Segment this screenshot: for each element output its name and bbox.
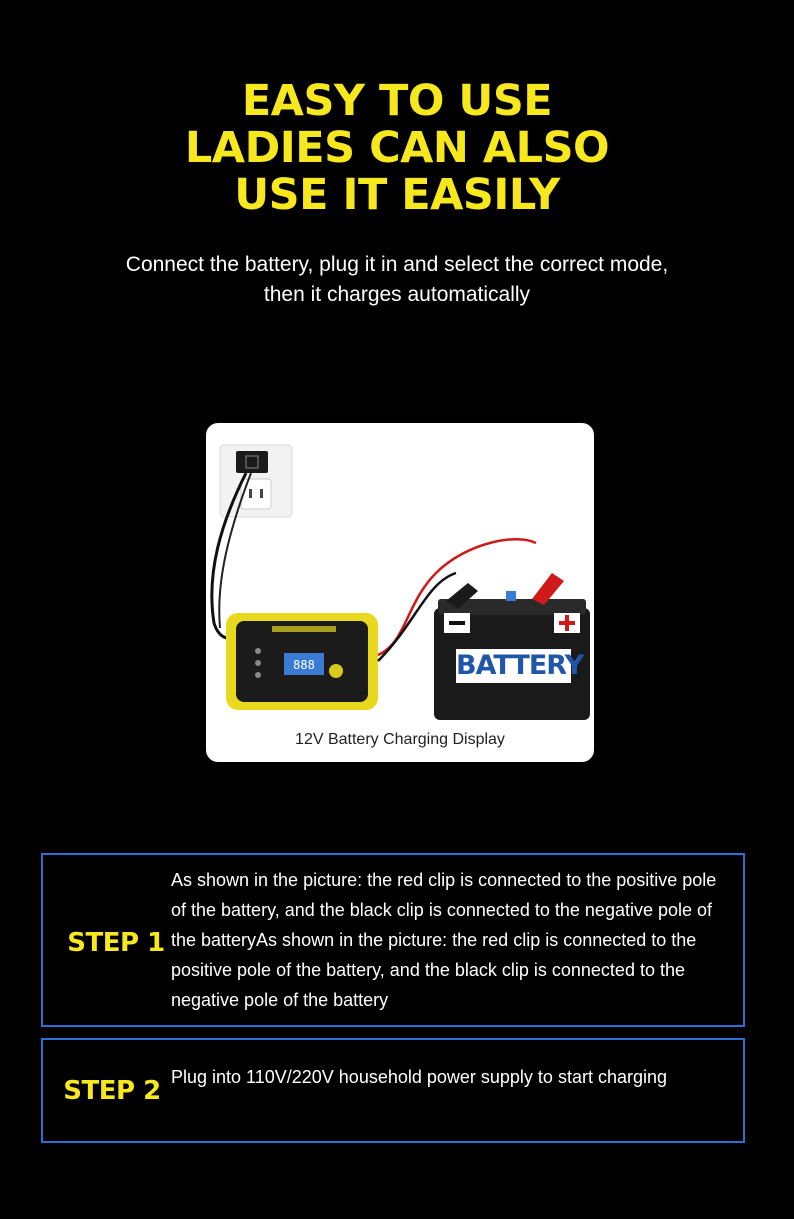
headline-line-1: EASY TO USE	[241, 76, 553, 126]
step-1-box	[41, 853, 745, 1027]
step-1-text: As shown in the picture: the red clip is connected to the positive pole of the battery, and the black clip is connected to the negative pole of the batteryAs shown in the picture: the red clip is connected to the positive pole of the battery, and the black clip is connected to the negative pole of the battery	[171, 870, 717, 1010]
battery-label: BATTERY	[456, 650, 584, 681]
charger-illustration	[206, 423, 594, 762]
step-2-box	[41, 1038, 745, 1143]
photo-caption: 12V Battery Charging Display	[295, 731, 505, 748]
headline	[0, 78, 794, 219]
subtitle-line-2: then it charges automatically	[263, 283, 531, 306]
headline-line-2: LADIES CAN ALSO	[184, 123, 610, 173]
subtitle-line-1: Connect the battery, plug it in and select the correct mode,	[125, 253, 669, 276]
step-1-label: STEP 1	[67, 928, 165, 958]
step-2-label: STEP 2	[63, 1076, 161, 1106]
product-photo	[206, 423, 594, 762]
step-2-text: Plug into 110V/220V household power supply to start charging	[171, 1067, 667, 1087]
headline-line-3: USE IT EASILY	[234, 170, 560, 220]
display-readout: 888	[293, 658, 315, 672]
plug-icon	[236, 451, 268, 473]
subtitle	[0, 250, 794, 310]
